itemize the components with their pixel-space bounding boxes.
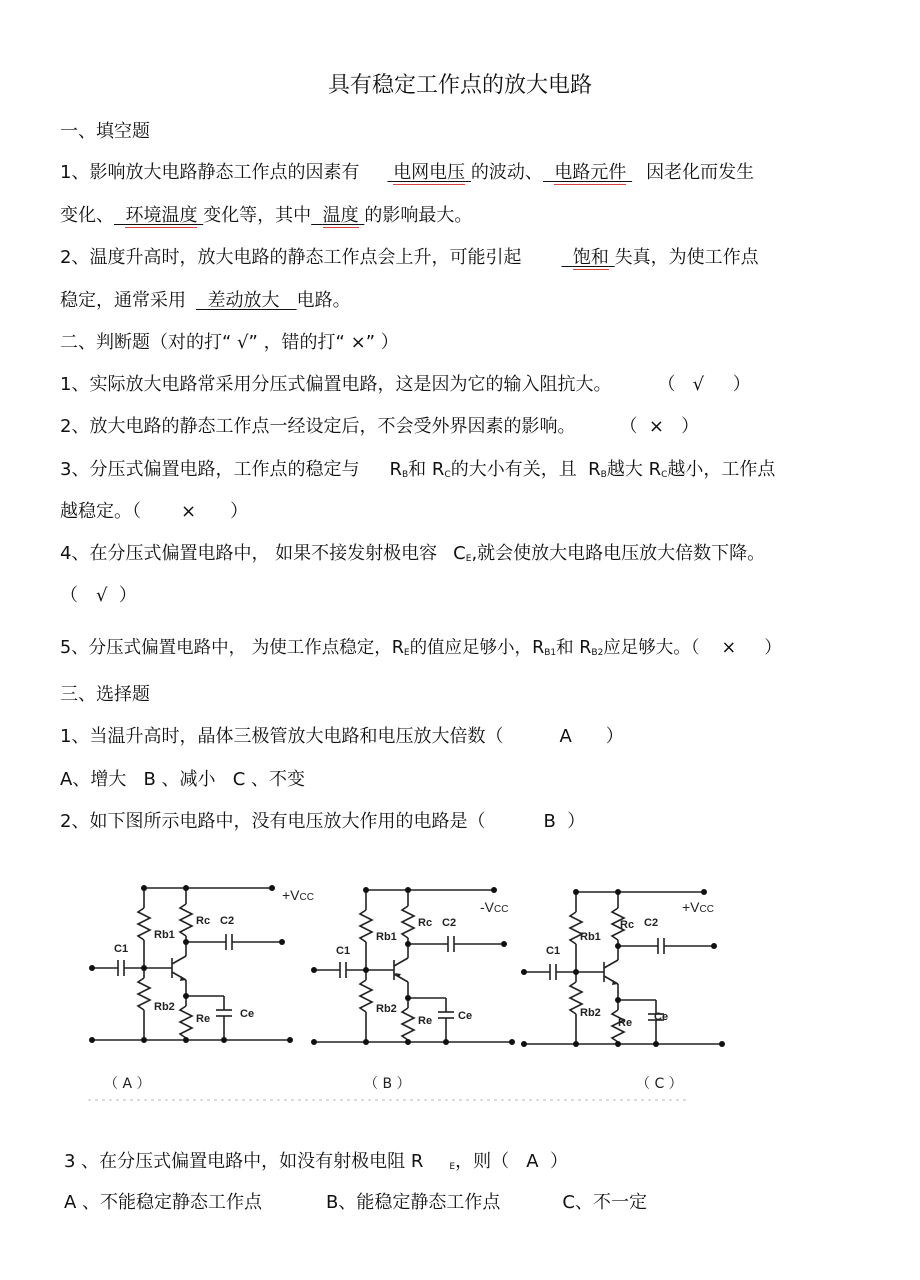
judge-q3-line2: 越稳定。（ × ） [60,501,249,522]
choice-q3-option-b: B、能稳定静态工作点 [326,1192,501,1213]
label-c2-a: C2 [220,915,235,927]
label-re-a: Re [196,1013,211,1025]
judge-q1-text: 1、实际放大电路常采用分压式偏置电路，这是因为它的输入阻抗大。 [60,374,612,395]
choice-q3-option-c: C、不一定 [562,1192,647,1213]
fill-q1-answer-2: 电路元件 [554,162,627,183]
choice-q3-option-a: A 、不能稳定静态工作点 [64,1192,263,1213]
judge-q3-text-b: 和 [408,459,427,480]
judge-q5-text-d: 应足够大。 [603,638,691,658]
label-rb1-c: Rb1 [580,931,601,943]
judge-q3-text-d: 越大 [606,459,643,480]
judge-q3-text-f: 越稳定。 [60,501,132,522]
label-rc-a: Rc [196,915,211,927]
choice-q1-answer: A [559,726,572,747]
vcc-label-c: +VCC [682,899,714,915]
vcc-label-a: +VCC [282,887,314,903]
choice-q3-tail: ，则（ [455,1151,510,1172]
label-rc-b: Rc [418,917,433,929]
sub-e: E [403,648,410,658]
label-c2-b: C2 [442,917,457,929]
choice-q3-text: 3 、在分压式偏置电路中，如没有射极电阻 R [64,1151,424,1172]
choice-q2-text: 2、如下图所示电路中，没有电压放大作用的电路是（ [60,811,486,832]
sym-r: R [431,459,445,480]
label-re-b: Re [418,1015,433,1027]
fill-q1-text-e: 变化等，其中 [203,205,312,226]
judge-q5-text-a: 5、分压式偏置电路中， 为使工作点稳定， [60,638,392,658]
choice-q1-options: A、增大 B 、减小 C 、不变 [60,769,306,790]
section1-heading: 一、填空题 [60,121,150,142]
circuit-label-c: （ C ） [636,1076,683,1092]
fill-q1-text-c: 因老化而发生 [646,162,755,183]
fill-q2-text-c: 稳定，通常采用 [60,290,186,311]
fill-q1-answer-1: 电网电压 [393,162,466,183]
fill-q2-answer-2: 差动放大 [207,290,280,311]
fill-q2-line2 [60,289,351,313]
judge-q3-answer: × [181,501,197,522]
sym-r: R [389,459,402,480]
judge-q4-answer: √ [96,585,108,606]
fill-q1-text-f: 的影响最大。 [364,205,473,226]
judge-q2-answer: × [648,416,664,437]
fill-q2-text-a: 2、温度升高时，放大电路的静态工作点会上升，可能引起 [60,247,522,268]
judge-q4-text-b: ,就会使放大电路电压放大倍数下降。 [471,543,766,564]
label-c1-a: C1 [114,943,129,955]
choice-q3 [64,1150,568,1179]
choice-q3-sub: E [449,1162,456,1172]
fill-q2-text-b: 失真，为使工作点 [614,247,759,268]
judge-q1: 1、实际放大电路常采用分压式偏置电路，这是因为它的输入阻抗大。 （ √ ） [60,374,751,395]
choice-q1: 1、当温升高时，晶体三极管放大电路和电压放大倍数（ A ） [60,726,624,747]
circuit-a [89,885,293,1043]
choice-q2-answer: B [543,811,556,832]
vcc-label-b: -VCC [480,899,509,915]
label-rb2-b: Rb2 [376,1003,397,1015]
label-rb2-c: Rb2 [580,1007,601,1019]
sub-b2: B2 [591,648,604,658]
judge-q3-line1 [60,458,775,487]
circuit-diagrams [80,872,714,1104]
fill-q1-text-d: 变化、 [60,205,114,226]
choice-q1-text: 1、当温升高时，晶体三极管放大电路和电压放大倍数（ [60,726,504,747]
sym-r: R [391,638,404,658]
fill-q2-line1 [60,246,759,270]
label-c1-c: C1 [546,945,561,957]
label-rb2-a: Rb2 [154,1001,175,1013]
fill-q1-answer-3: 环境温度 [125,205,198,226]
fill-q2-answer-1: 饱和 [572,247,609,268]
judge-q2-text: 2、放大电路的静态工作点一经设定后，不会受外界因素的影响。 [60,416,576,437]
sub-c: C [661,470,668,480]
fill-q1-answer-4: 温度 [322,205,359,226]
judge-q5-text-c: 和 [556,638,574,658]
choice-q3-rparen: ） [550,1151,569,1172]
sub-b: B [600,470,607,480]
label-ce-b: Ce [458,1010,473,1022]
fill-q1-line2 [60,204,472,228]
label-ce-a: Ce [240,1008,255,1020]
fill-q1-text-b: 的波动、 [470,162,543,183]
label-c1-b: C1 [336,945,351,957]
sub-c: C [444,470,451,480]
judge-q5: 5、分压式偏置电路中， 为使工作点稳定，$R_E$的值应足够小，$R_{B1}$和 $R_{B2}$应足够大。（ × ） [60,638,782,658]
circuit-label-a: （ A ） [104,1076,151,1092]
judge-q4-line1 [60,542,765,571]
judge-q4-text-a: 4、在分压式偏置电路中， 如果不接发射极电容 [60,543,438,564]
sub-b: B [401,470,409,480]
sym-r: R [579,638,592,658]
label-rb1-a: Rb1 [154,929,175,941]
choice-q3-options [64,1191,647,1215]
section3-heading: 三、选择题 [60,684,150,705]
judge-q5-text-b: 的值应足够小， [409,638,533,658]
sym-r: R [588,459,601,480]
section2-heading: 二、判断题（对的打“ √” ，错的打“ ×” ） [60,332,399,353]
judge-q3-text-a: 3、分压式偏置电路，工作点的稳定与 [60,459,360,480]
label-c2-c: C2 [644,917,659,929]
choice-q3-answer: A [526,1151,539,1172]
judge-q3-text-e: 越小，工作点 [667,459,776,480]
sub-e: E [465,554,472,564]
sym-c: C [453,543,466,564]
judge-q4-line2: （ √ ） [60,585,137,606]
fill-q1-line1 [60,161,754,185]
sub-b1: B1 [544,648,557,658]
fill-q2-text-d: 电路。 [296,290,351,311]
choice-q2: 2、如下图所示电路中，没有电压放大作用的电路是（ B ） [60,811,586,832]
sym-r: R [532,638,545,658]
fill-q1-text-a: 1、影响放大电路静态工作点的因素有 [60,162,360,183]
sym-r: R [648,459,662,480]
label-ce-c: Ce [654,1011,669,1023]
page-title: 具有稳定工作点的放大电路 [327,73,592,98]
label-rb1-b: Rb1 [376,931,397,943]
label-re-c: Re [618,1017,633,1029]
label-rc-c: Rc [620,919,635,931]
judge-q5-answer: × [721,638,737,658]
judge-q3-text-c: 的大小有关，且 [450,459,577,480]
judge-q2: 2、放大电路的静态工作点一经设定后，不会受外界因素的影响。 （ × ） [60,416,700,437]
judge-q1-answer: √ [692,374,705,395]
circuit-label-b: （ B ） [364,1076,411,1092]
